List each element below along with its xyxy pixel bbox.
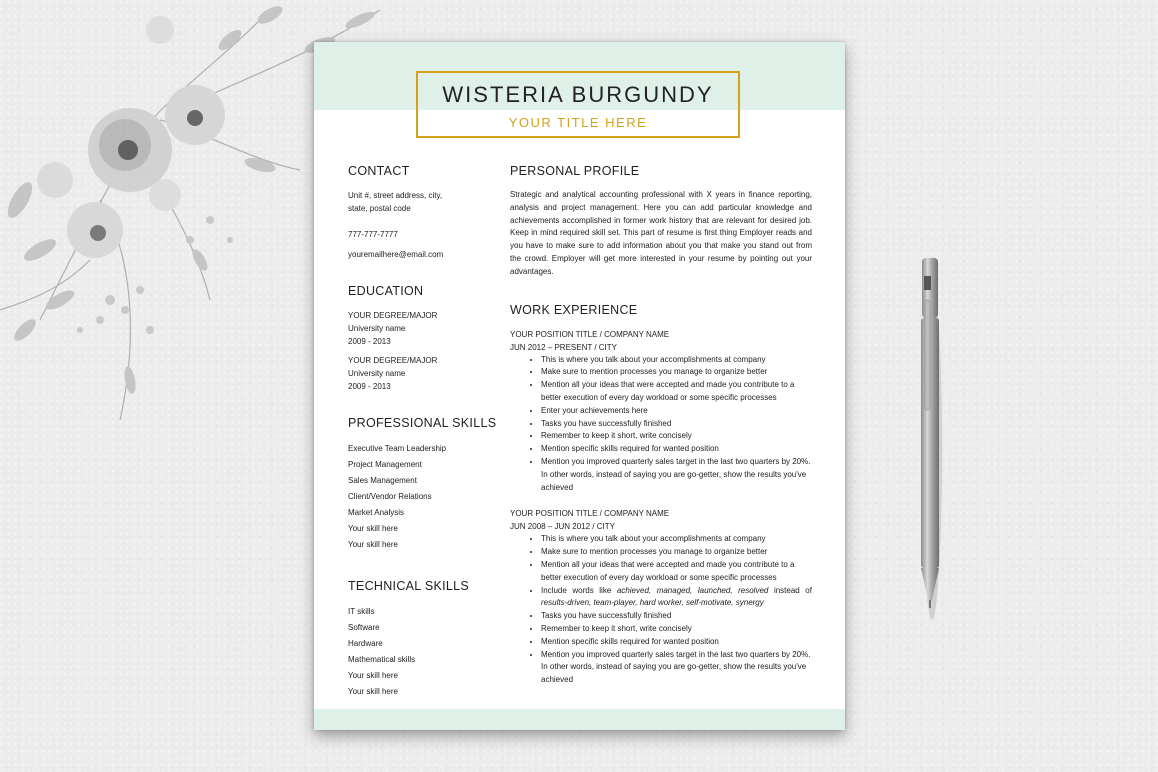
technical-skills-heading: TECHNICAL SKILLS [348,579,470,593]
school: University name [348,369,406,378]
skill-item: Your skill here [348,524,398,533]
list-item: • Mention you improved quarterly sales target in the last two quarters by 20%. In other words, instead of saying you are go-getter, show the results you've achieved [541,649,812,687]
list-item: • This is where you talk about your accomplishments at company [541,533,812,546]
list-item: • Tasks you have successfully finished [541,610,812,623]
left-column [348,164,498,700]
degree: YOUR DEGREE/MAJOR [348,356,438,365]
pen-icon [905,250,955,620]
include-middle: instead of [773,585,812,595]
list-item-include-words [541,585,812,611]
tech-skill-item: Your skill here [348,671,398,680]
years: 2009 - 2013 [348,382,391,391]
contact-heading: CONTACT [348,164,410,178]
profile-text: Strategic and analytical accounting professional with X years in finance reporting, analysis and project management. Here you can add particular knowledge and achievements accomplished in former work history that are relevant for desired job. Keep in mind required skill set. This part of resume is first thing Employer reads and you have to make sure to add information about you that make you stand out from the crowd. Employer will get more interested in your resume by pointing out your advantages. [510,190,812,276]
skill-item: Client/Vendor Relations [348,492,432,501]
list-item: • This is where you talk about your accomplishments at company [541,354,812,367]
skill-item: Market Analysis [348,508,405,517]
job-position: YOUR POSITION TITLE / COMPANY NAME [510,509,670,519]
job-position: YOUR POSITION TITLE / COMPANY NAME [510,329,670,339]
phone: 777-777-7777 [348,230,398,239]
job-dates: JUN 2012 – PRESENT / CITY [510,342,617,352]
skill-item: Your skill here [348,540,398,549]
education-heading: EDUCATION [348,284,424,298]
include-alternatives: results-driven, team-player, hard worker, self-motivate, synergy [541,598,764,608]
list-item: • Mention specific skills required for wanted position [541,443,812,456]
degree: YOUR DEGREE/MAJOR [348,311,438,320]
job-dates: JUN 2008 – JUN 2012 / CITY [510,522,615,532]
footer-band [314,709,845,730]
tech-skill-item: IT skills [348,607,375,616]
tech-skill-item: Your skill here [348,687,398,696]
profile-heading: PERSONAL PROFILE [510,164,640,178]
list-item: • Remember to keep it short, write concisely [541,430,812,443]
include-prefix: Include words like [541,585,612,595]
list-item: • Remember to keep it short, write concisely [541,623,812,636]
list-item: • Mention all your ideas that were accepted and made you contribute to a better execution of every day workload or some specific processes [541,379,812,405]
tech-skill-item: Mathematical skills [348,655,416,664]
list-item: • Enter your achievements here [541,405,812,418]
work-heading: WORK EXPERIENCE [510,302,638,317]
resume-page [314,42,845,730]
candidate-name: WISTERIA BURGUNDY [442,82,714,107]
tech-skill-item: Hardware [348,639,383,648]
candidate-title: YOUR TITLE HERE [508,115,648,130]
email: youremailhere@email.com [348,250,444,259]
skill-item: Executive Team Leadership [348,444,447,453]
list-item: • Mention you improved quarterly sales target in the last two quarters by 20%. In other words, instead of saying you are go-getter, show the results you've achieved [541,456,812,494]
professional-skills-heading: PROFESSIONAL SKILLS [348,416,497,430]
list-item: • Tasks you have successfully finished [541,418,812,431]
include-words: achieved, managed, launched, resolved [616,585,769,595]
job-bullets [510,533,812,687]
skill-item: Project Management [348,460,422,469]
list-item: • Mention all your ideas that were accepted and made you contribute to a better execution of every day workload or some specific processes [541,559,812,585]
skill-item: Sales Management [348,476,417,485]
years: 2009 - 2013 [348,337,391,346]
name-box [416,71,740,138]
school: University name [348,324,406,333]
list-item: • Mention specific skills required for wanted position [541,636,812,649]
list-item: • Make sure to mention processes you manage to organize better [541,546,812,559]
address-line-1: Unit #, street address, city, [348,191,443,200]
job-bullets [510,354,812,495]
right-column [510,164,812,687]
list-item: • Make sure to mention processes you manage to organize better [541,366,812,379]
tech-skill-item: Software [348,623,380,632]
address-line-2: state, postal code [348,204,411,213]
